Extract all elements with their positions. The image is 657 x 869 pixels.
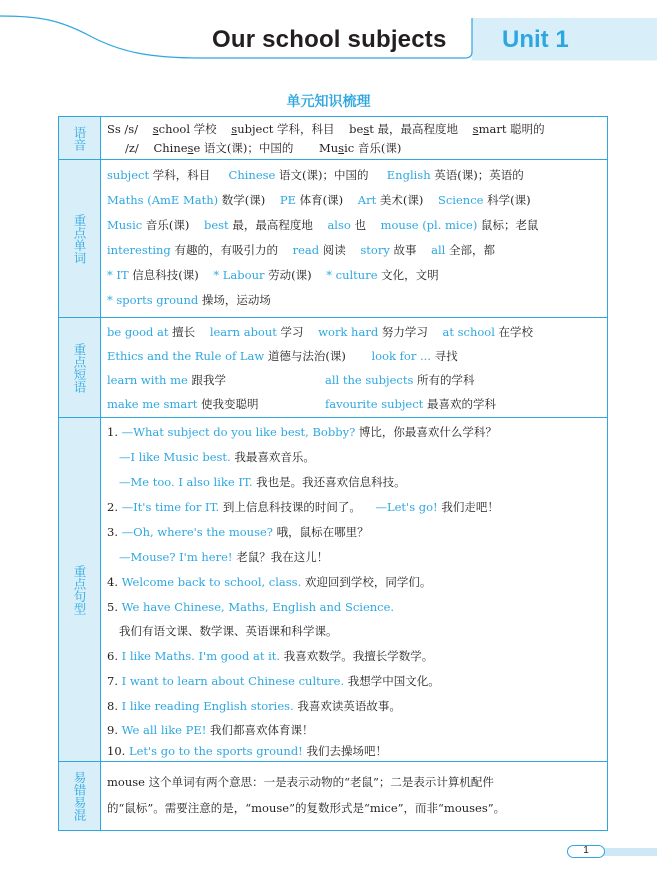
- words-line-5: * IT 信息科技(课) * Labour 劳动(课) * culture 文化，文明: [107, 268, 439, 282]
- label-sentences: 重点句型: [59, 418, 101, 761]
- row-phonics: [58, 116, 608, 160]
- row-words: [58, 159, 608, 318]
- page-footer-bar: [600, 848, 657, 856]
- sentence-1b: —I like Music best. 我最喜欢音乐。: [119, 450, 315, 464]
- phrases-line-1: be good at 擅长 learn about 学习 work hard 努力学习 at school 在学校: [107, 325, 534, 339]
- unit-label: Unit 1: [502, 26, 569, 53]
- sentence-5b: 我们有语文课、数学课、英语课和科学课。: [119, 624, 338, 638]
- label-confusables: 易错易混: [59, 762, 101, 830]
- sentence-4: 4. Welcome back to school, class. 欢迎回到学校，同学们。: [107, 575, 432, 589]
- sentence-6: 6. I like Maths. I'm good at it. 我喜欢数学。我擅长学数学。: [107, 649, 434, 663]
- sentence-10: 10. Let's go to the sports ground! 我们去操场吧！: [107, 744, 387, 758]
- sentence-8: 8. I like reading English stories. 我喜欢读英语故事。: [107, 699, 401, 713]
- phonics-line-z: /z/ Chinese 语文(课)；中国的 Music 音乐(课): [125, 141, 402, 155]
- phrases-line-2: Ethics and the Rule of Law 道德与法治(课) look for ... 寻找: [107, 349, 458, 363]
- confusables-line-1: mouse 这个单词有两个意思：一是表示动物的“老鼠”；二是表示计算机配件: [107, 775, 494, 789]
- words-line-3: Music 音乐(课) best 最，最高程度地 also 也 mouse (pl. mice) 鼠标；老鼠: [107, 218, 539, 232]
- label-phrases: 重点短语: [59, 318, 101, 417]
- section-title: 单元知识梳理: [286, 94, 371, 110]
- phrases-line-3b: all the subjects 所有的学科: [325, 373, 475, 387]
- sentence-2: 2. —It's time for IT. 到上信息科技课的时间了。 —Let's go! 我们走吧！: [107, 500, 499, 514]
- label-phonics: 语音: [59, 117, 101, 159]
- row-phrases: [58, 317, 608, 418]
- words-line-1: subject 学科，科目 Chinese 语文(课)；中国的 English 英语(课)；英语的: [107, 168, 524, 182]
- phrases-line-4b: favourite subject 最喜欢的学科: [325, 397, 496, 411]
- row-sentences: [58, 417, 608, 762]
- sentence-3b: —Mouse? I'm here! 老鼠？我在这儿！: [119, 550, 329, 564]
- sentence-7: 7. I want to learn about Chinese culture. 我想学中国文化。: [107, 674, 440, 688]
- words-line-6: * sports ground 操场，运动场: [107, 293, 271, 307]
- phrases-line-3: learn with me 跟我学: [107, 373, 226, 387]
- sentence-5: 5. We have Chinese, Maths, English and Science.: [107, 600, 395, 614]
- phonics-line-s: Ss /s/ school 学校 subject 学科，科目 best 最，最高程度地 smart 聪明的: [107, 122, 545, 136]
- words-line-2: Maths (AmE Math) 数学(课) PE 体育(课) Art 美术(课) Science 科学(课): [107, 193, 531, 207]
- row-confusables: [58, 761, 608, 831]
- sentence-9: 9. We all like PE! 我们都喜欢体育课！: [107, 723, 314, 737]
- sentence-1: 1. —What subject do you like best, Bobby? 博比，你最喜欢什么学科？: [107, 425, 497, 439]
- sentence-1c: —Me too. I also like IT. 我也是。我还喜欢信息科技。: [119, 475, 406, 489]
- label-words: 重点单词: [59, 160, 101, 317]
- page-number: 1: [567, 845, 605, 858]
- words-line-4: interesting 有趣的，有吸引力的 read 阅读 story 故事 all 全部，都: [107, 243, 495, 257]
- phrases-line-4: make me smart 使我变聪明: [107, 397, 259, 411]
- sentence-3: 3. —Oh, where's the mouse? 哦，鼠标在哪里？: [107, 525, 369, 539]
- page-title: Our school subjects: [212, 26, 447, 53]
- confusables-line-2: 的“鼠标”。需要注意的是，“mouse”的复数形式是“mice”，而非“mouses”。: [107, 801, 506, 815]
